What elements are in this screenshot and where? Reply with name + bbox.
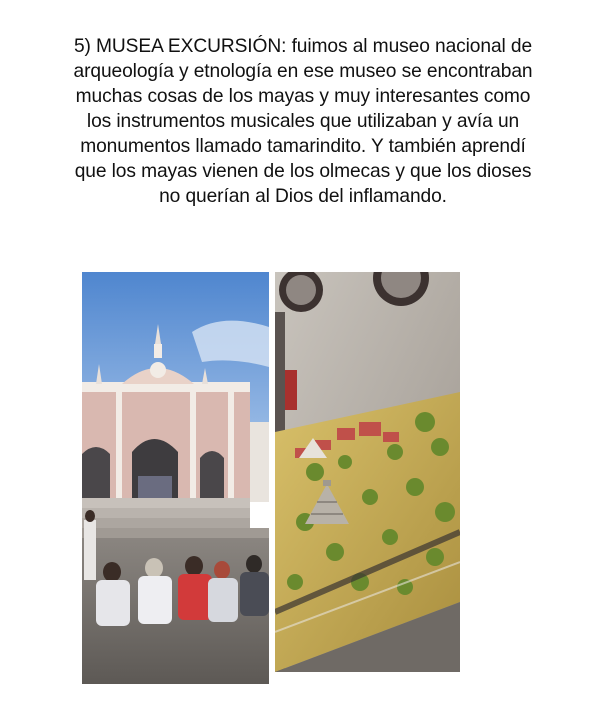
paragraph-line-1: 5) MUSEA EXCURSIÓN: fuimos al museo nacional de	[73, 36, 533, 57]
maya-city-model-photo	[275, 272, 460, 672]
paragraph-line-3: muchas cosas de los mayas y muy interesantes como	[75, 86, 531, 107]
paragraph-line-5: monumentos llamado tamarindito. Y también aprendí	[80, 136, 526, 157]
paragraph-line-2: arqueología y etnología en ese museo se encontraban	[73, 61, 533, 82]
paragraph-line-7: no querían al Dios del inflamando.	[159, 186, 447, 207]
paragraph-line-6: que los mayas vienen de los olmecas y que los dioses	[74, 161, 532, 182]
paragraph	[14, 34, 592, 209]
paragraph-line-4: los instrumentos musicales que utilizaban y avía un	[86, 111, 520, 132]
museum-facade-photo	[82, 272, 269, 684]
